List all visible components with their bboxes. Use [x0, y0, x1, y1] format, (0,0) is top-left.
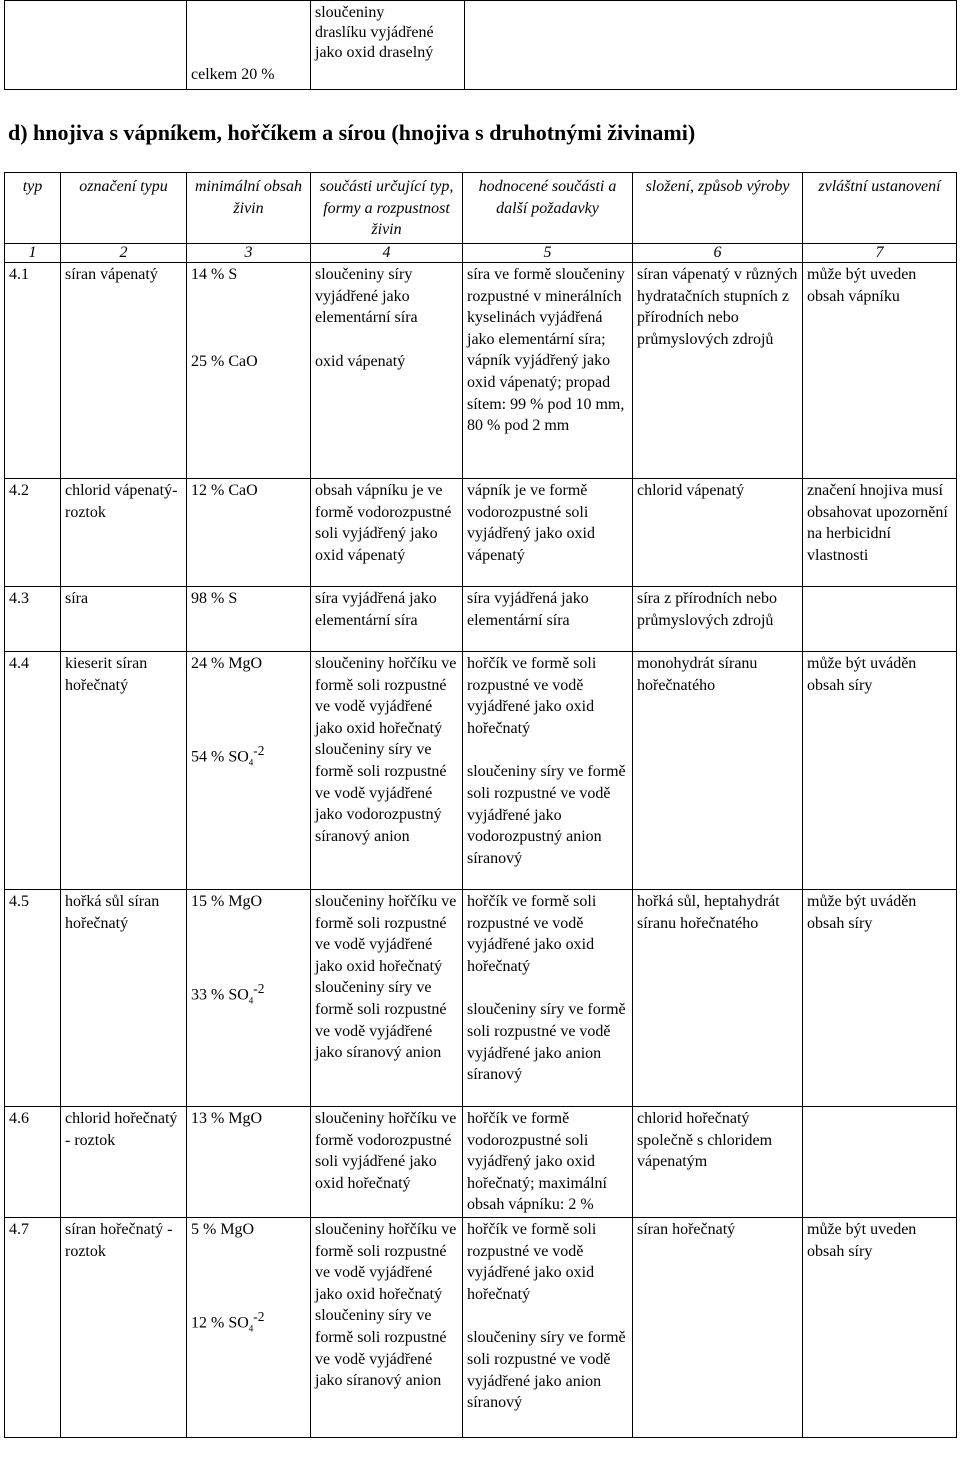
type-name: kieserit síran hořečnatý: [61, 652, 187, 890]
nutrient-value: 15 % MgO: [191, 893, 263, 910]
min-nutrient-content: 12 % CaO: [187, 479, 311, 587]
type-components: [311, 1217, 463, 1437]
nutrient-superscript: -2: [253, 742, 265, 758]
type-components: [311, 652, 463, 890]
header-cell: minimální obsah živin: [187, 173, 311, 244]
nutrient-subscript: 4: [248, 757, 254, 768]
table-row: [5, 890, 957, 1107]
nutrient-superscript: -2: [253, 980, 265, 996]
min-nutrient-content: 13 % MgO: [187, 1107, 311, 1218]
evaluated-components: hořčík ve formě vodorozpustné soli vyjádřený jako oxid hořečnatý; maximální obsah vápníku: 2 %: [463, 1107, 633, 1218]
min-nutrient-content: [187, 1217, 311, 1437]
fertilizer-table: [4, 172, 957, 1438]
type-name: chlorid vápenatý-roztok: [61, 479, 187, 587]
evaluated-components: vápník je ve formě vodorozpustné soli vyjádřený jako oxid vápenatý: [463, 479, 633, 587]
fragment-total: celkem 20 %: [187, 1, 311, 90]
evaluated-text: sloučeniny síry ve formě soli rozpustné ve vodě vyjádřené jako anion síranový: [467, 1001, 626, 1084]
nutrient-subscript: 4: [248, 1323, 254, 1334]
evaluated-text: hořčík ve formě soli rozpustné ve vodě vyjádřené jako oxid hořečnatý: [467, 893, 597, 975]
special-provisions: značení hnojiva musí obsahovat upozornění na herbicidní vlastnosti: [803, 479, 957, 587]
column-number: 3: [187, 244, 311, 263]
evaluated-components: síra vyjádřená jako elementární síra: [463, 587, 633, 652]
table-row: [5, 1107, 957, 1218]
composition: síra z přírodních nebo průmyslových zdrojů: [633, 587, 803, 652]
evaluated-text: hořčík ve formě soli rozpustné ve vodě vyjádřené jako oxid hořečnatý: [467, 655, 597, 737]
nutrient-value-base: 12 % SO: [191, 1313, 249, 1331]
evaluated-text: hořčík ve formě soli rozpustné ve vodě vyjádřené jako oxid hořečnatý: [467, 1220, 597, 1303]
type-name: hořká sůl síran hořečnatý: [61, 890, 187, 1107]
min-nutrient-content: [187, 263, 311, 479]
composition: síran vápenatý v různých hydratačních stupních z přírodních nebo průmyslových zdrojů: [633, 263, 803, 479]
evaluated-components: [463, 890, 633, 1107]
special-provisions: může být uváděn obsah síry: [803, 652, 957, 890]
component-text: sloučeniny síry ve formě soli rozpustné ve vodě vyjádřené jako vodorozpustný síranový anion: [315, 741, 447, 845]
component-text: sloučeniny hořčíku ve formě soli rozpustné ve vodě vyjádřené jako oxid hořečnatý: [315, 893, 457, 975]
special-provisions: může být uváděn obsah síry: [803, 890, 957, 1107]
composition: monohydrát síranu hořečnatého: [633, 652, 803, 890]
evaluated-components: [463, 652, 633, 890]
special-provisions: [803, 1107, 957, 1218]
column-number: 1: [5, 244, 61, 263]
type-components: [311, 890, 463, 1107]
table-header-row: [5, 173, 957, 244]
evaluated-components: [463, 1217, 633, 1437]
column-number: 6: [633, 244, 803, 263]
component-text: oxid vápenatý: [315, 352, 406, 370]
evaluated-text: sloučeniny síry ve formě soli rozpustné ve vodě vyjádřené jako vodorozpustný anion síranový: [467, 763, 626, 867]
table-row: [5, 587, 957, 652]
type-code: 4.7: [5, 1217, 61, 1437]
type-name: síran vápenatý: [61, 263, 187, 479]
nutrient-value-base: 33 % SO: [191, 985, 249, 1003]
header-cell: zvláštní ustanovení: [803, 173, 957, 244]
previous-table-fragment: [4, 0, 957, 90]
type-components: [311, 263, 463, 479]
header-cell: hodnocené součásti a další požadavky: [463, 173, 633, 244]
type-code: 4.5: [5, 890, 61, 1107]
composition: síran hořečnatý: [633, 1217, 803, 1437]
special-provisions: může být uveden obsah vápníku: [803, 263, 957, 479]
fragment-cell-empty: [465, 1, 957, 90]
component-text: sloučeniny síry vyjádřené jako elementární síra: [315, 266, 418, 327]
type-code: 4.4: [5, 652, 61, 890]
table-row: [5, 263, 957, 479]
composition: chlorid vápenatý: [633, 479, 803, 587]
nutrient-value-base: 54 % SO: [191, 747, 249, 765]
type-code: 4.2: [5, 479, 61, 587]
section-title: d) hnojiva s vápníkem, hořčíkem a sírou (hnojiva s druhotnými živinami): [8, 120, 696, 145]
component-text: sloučeniny hořčíku ve formě soli rozpustné ve vodě vyjádřené jako oxid hořečnatý: [315, 1220, 457, 1303]
nutrient-value: 5 % MgO: [191, 1220, 255, 1238]
min-nutrient-content: 98 % S: [187, 587, 311, 652]
table-row: [5, 652, 957, 890]
nutrient-value: [191, 978, 306, 1012]
evaluated-text: sloučeniny síry ve formě soli rozpustné ve vodě vyjádřené jako anion síranový: [467, 1329, 626, 1412]
type-code: 4.3: [5, 587, 61, 652]
min-nutrient-content: [187, 652, 311, 890]
type-name: síra: [61, 587, 187, 652]
nutrient-value: [191, 740, 306, 774]
fragment-potassium-compounds: sloučeniny draslíku vyjádřené jako oxid draselný: [311, 1, 465, 90]
nutrient-value: 14 % S: [191, 266, 238, 283]
table-row: [5, 1217, 957, 1437]
type-code: 4.1: [5, 263, 61, 479]
column-number: 7: [803, 244, 957, 263]
column-number: 2: [61, 244, 187, 263]
table-row: [5, 479, 957, 587]
evaluated-components: síra ve formě sloučeniny rozpustné v minerálních kyselinách vyjádřená jako elementární síra; vápník vyjádřený jako oxid vápenatý; propad sítem: 99 % pod 10 mm, 80 % pod 2 mm: [463, 263, 633, 479]
header-cell: označení typu: [61, 173, 187, 244]
type-components: obsah vápníku je ve formě vodorozpustné soli vyjádřený jako oxid vápenatý: [311, 479, 463, 587]
nutrient-superscript: -2: [253, 1308, 265, 1324]
nutrient-subscript: 4: [248, 995, 254, 1006]
header-cell: typ: [5, 173, 61, 244]
composition: chlorid hořečnatý společně s chloridem vápenatým: [633, 1107, 803, 1218]
header-cell: součásti určující typ, formy a rozpustnost živin: [311, 173, 463, 244]
special-provisions: [803, 587, 957, 652]
component-text: sloučeniny síry ve formě soli rozpustné ve vodě vyjádřené jako síranový anion: [315, 979, 447, 1062]
type-components: sloučeniny hořčíku ve formě vodorozpustné soli vyjádřené jako oxid hořečnatý: [311, 1107, 463, 1218]
nutrient-value: 24 % MgO: [191, 655, 263, 672]
column-number: 4: [311, 244, 463, 263]
column-number: 5: [463, 244, 633, 263]
type-code: 4.6: [5, 1107, 61, 1218]
composition: hořká sůl, heptahydrát síranu hořečnatého: [633, 890, 803, 1107]
type-name: chlorid hořečnatý - roztok: [61, 1107, 187, 1218]
nutrient-value: 25 % CaO: [191, 352, 258, 370]
special-provisions: může být uveden obsah síry: [803, 1217, 957, 1437]
min-nutrient-content: [187, 890, 311, 1107]
component-text: sloučeniny síry ve formě soli rozpustné ve vodě vyjádřené jako síranový anion: [315, 1307, 447, 1390]
type-name: síran hořečnatý - roztok: [61, 1217, 187, 1437]
type-components: síra vyjádřená jako elementární síra: [311, 587, 463, 652]
header-cell: složení, způsob výroby: [633, 173, 803, 244]
column-number-row: [5, 244, 957, 263]
component-text: sloučeniny hořčíku ve formě soli rozpustné ve vodě vyjádřené jako oxid hořečnatý: [315, 655, 457, 737]
fragment-cell-empty: [5, 1, 187, 90]
nutrient-value: [191, 1306, 306, 1340]
